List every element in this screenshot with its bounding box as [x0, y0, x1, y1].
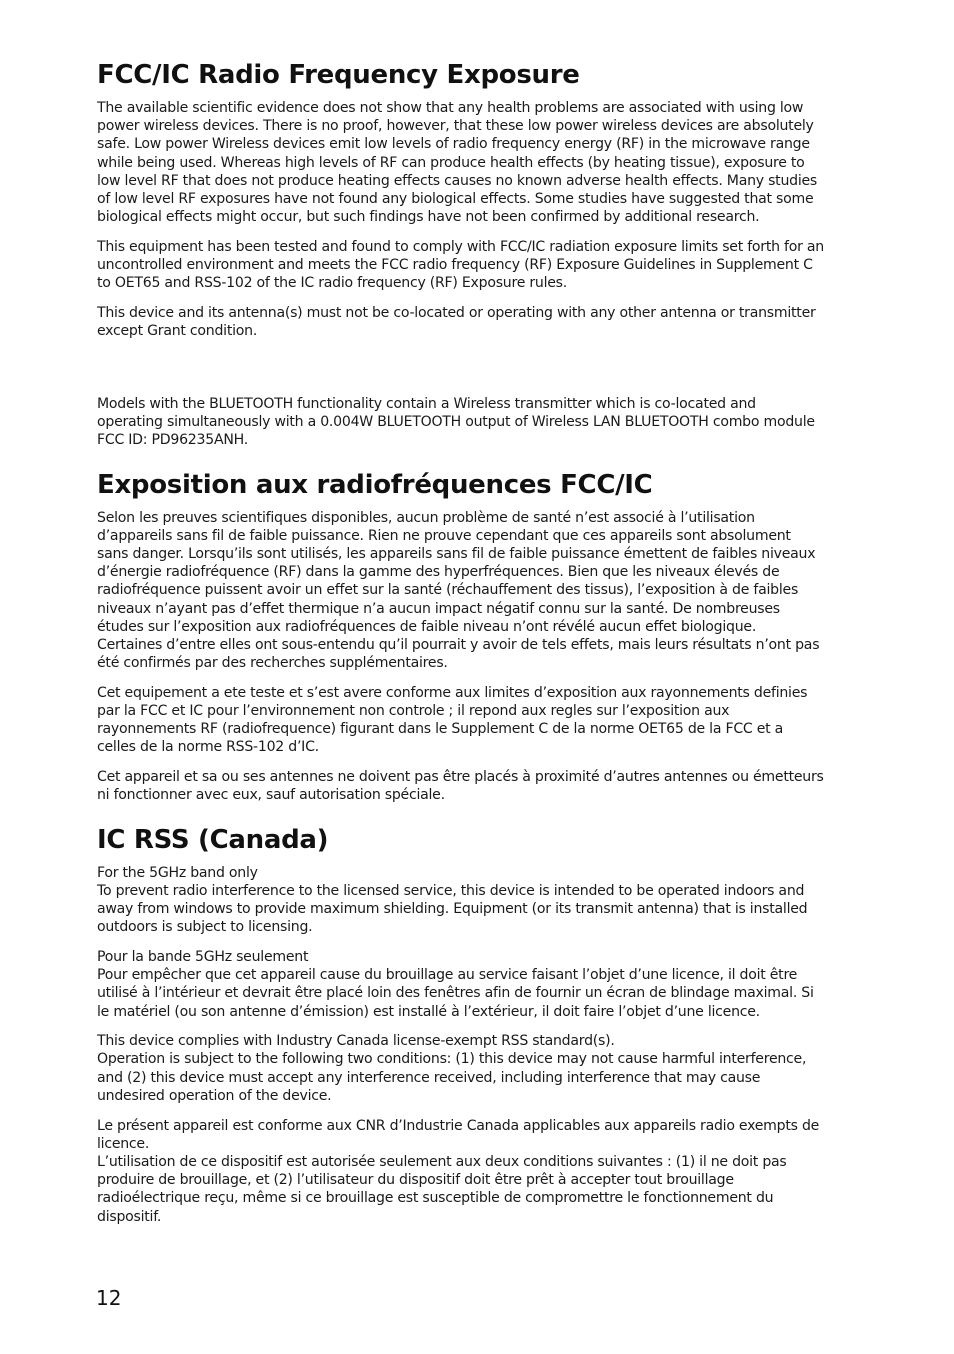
section-fcc-rf-exposure [97, 58, 825, 450]
paragraph: Cet appareil et sa ou ses antennes ne doivent pas être placés à proximité d’autres antennes ou émetteurs ni fonctionner avec eux, sauf autorisation spéciale. [97, 769, 824, 804]
paragraph: This device and its antenna(s) must not be co-located or operating with any other antenna or transmitter except Grant condition. [97, 305, 816, 340]
spacer [97, 352, 825, 395]
page-number: 12 [96, 1286, 122, 1310]
section-ic-rss-canada [97, 823, 825, 1226]
paragraph: Cet equipement a ete teste et s’est avere conforme aux limites d’exposition aux rayonnements definies par la FCC et IC pour l’environnement non controle ; il repond aux regles sur l’exposition aux rayonnements RF (radiofrequence) figurant dans le Supplement C de la norme OET65 de la FCC et a celles de la norme RSS-102 d’IC. [97, 684, 808, 756]
paragraph: Le présent appareil est conforme aux CNR d’Industrie Canada applicables aux appareils radio exempts de licence. L’utilisation de ce dispositif est autorisée seulement aux deux conditions suivantes : (1) il ne doit pas produire de brouillage, et (2) l’utilisateur du dispositif doit être prêt à accepter tout brouillage radioélectrique reçu, même si ce brouillage est susceptible de compromettre le fonctionnement du dispositif. [97, 1117, 820, 1225]
paragraph: For the 5GHz band only To prevent radio interference to the licensed service, this device is intended to be operated indoors and away from windows to provide maximum shielding. Equipment (or its transmit antenna) that is installed outdoors is subject to licensing. [97, 864, 808, 936]
section-heading: IC RSS (Canada) [97, 824, 329, 855]
paragraph: Models with the BLUETOOTH functionality contain a Wireless transmitter which is co-located and operating simultaneously with a 0.004W BLUETOOTH output of Wireless LAN BLUETOOTH combo module FCC ID: PD96235ANH. [97, 395, 815, 449]
paragraph: The available scientific evidence does not show that any health problems are associated with using low power wireless devices. There is no proof, however, that these low power wireless devices are absolutely safe. Low power Wireless devices emit low levels of radio frequency energy (RF) in the microwave range while being used. Whereas high levels of RF can produce health effects (by heating tissue), exposure to low level RF that does not produce heating effects causes no known adverse health effects. Many studies of low level RF exposures have not found any biological effects. Some studies have suggested that some biological effects might occur, but such findings have not been confirmed by additional research. [97, 100, 818, 226]
paragraph: Pour la bande 5GHz seulement Pour empêcher que cet appareil cause du brouillage au service faisant l’objet d’une licence, il doit être utilisé à l’intérieur et devrait être placé loin des fenêtres afin de fournir un écran de blindage maximal. Si le matériel (ou son antenne d’émission) est installé à l’extérieur, il doit faire l’objet d’une licence. [97, 948, 814, 1020]
section-exposition-radiofrequences [97, 468, 825, 805]
paragraph: This device complies with Industry Canada license-exempt RSS standard(s). Operation is subject to the following two conditions: (1) this device may not cause harmful interference, and (2) this device must accept any interference received, including interference that may cause undesired operation of the device. [97, 1033, 807, 1104]
section-heading: Exposition aux radiofréquences FCC/IC [97, 469, 653, 500]
paragraph: Selon les preuves scientifiques disponibles, aucun problème de santé n’est associé à l’utilisation d’appareils sans fil de faible puissance. Rien ne prouve cependant que ces appareils sont absolument sans danger. Lorsqu’ils sont utilisés, les appareils sans fil de faible puissance émettent de faibles niveaux d’énergie radiofréquence (RF) dans la gamme des hyperfréquences. Bien que les niveaux élevés de radiofréquence puissent avoir un effet sur la santé (réchauffement des tissus), l’exposition à de faibles niveaux n’ayant pas d’effet thermique n’a aucun impact négatif connu sur la santé. De nombreuses études sur l’exposition aux radiofréquences de faible niveau n’ont révélé aucun effet biologique. Certaines d’entre elles ont sous-entendu qu’il pourrait y avoir de tels effets, mais leurs résultats n’ont pas été confirmés par des recherches supplémentaires. [97, 509, 820, 672]
document-page [97, 58, 825, 1237]
paragraph: This equipment has been tested and found to comply with FCC/IC radiation exposure limits set forth for an uncontrolled environment and meets the FCC radio frequency (RF) Exposure Guidelines in Supplement C to OET65 and RSS-102 of the IC radio frequency (RF) Exposure rules. [97, 238, 824, 292]
section-heading: FCC/IC Radio Frequency Exposure [97, 60, 580, 90]
